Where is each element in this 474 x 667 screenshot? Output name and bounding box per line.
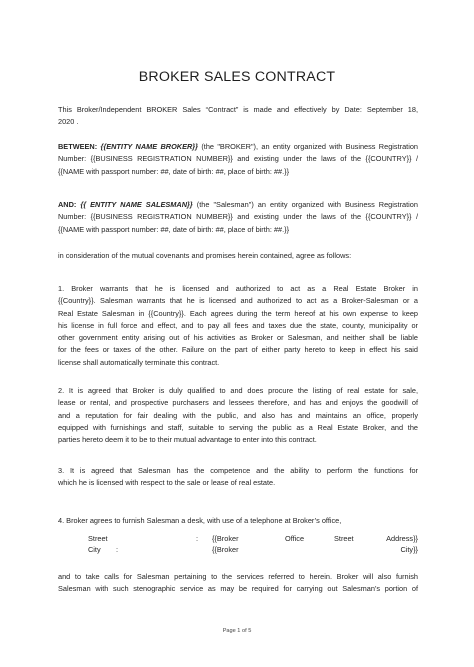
intro-line: 2020 . (58, 117, 79, 127)
page-number: Page 1 of 5 (222, 628, 252, 634)
between-line: Number: {{BUSINESS REGISTRATION NUMBER}} and existing under the laws of the {{COUNTRY}} / (58, 154, 418, 164)
city-value-part: {{Broker (212, 545, 239, 554)
clause-line: for the fees or taxes of the other. Failure on the part of either party hereto to keep in effect his said (58, 345, 418, 355)
document-title: BROKER SALES CONTRACT (138, 69, 336, 85)
salesman-entity-placeholder: {{ ENTITY NAME SALESMAN}} (80, 200, 193, 209)
clause-line: {{Country}}. Salesman warrants that he is licensed and authorized to act as a Broker-Salesman or a (58, 296, 418, 306)
clause-line: 2. It is agreed that Broker is duly qualified to and does procure the listing of real estate for sale, (58, 386, 418, 395)
clause-line: equipped with furnishings and staff, suitable to serving the public as a Real Estate Broker, and the (58, 422, 418, 432)
clause-line: and to take calls for Salesman pertaining to the services referred to herein. Broker will also furnish (58, 572, 418, 581)
clause-line: Real Estate Salesman in {{Country}}. Each agrees during the term hereof at his own expense to keep (58, 308, 418, 318)
consideration-paragraph (58, 250, 418, 262)
intro-line: This Broker/Independent BROKER Sales “Contract” is made and effectively by Date: September 18, (58, 105, 418, 114)
and-line-rest: (the "Salesman") an entity organized with Business Registration (196, 200, 418, 209)
broker-entity-placeholder: {{ENTITY NAME BROKER}} (100, 142, 199, 151)
and-line (58, 199, 418, 211)
street-value-part: Office (285, 534, 305, 543)
city-value-part: City}} (400, 545, 418, 554)
city-colon: : (116, 545, 119, 554)
between-line: {{NAME with passport number: ##, date of birth: ##, place of birth: ##.}} (58, 166, 290, 176)
and-label: AND: (58, 200, 77, 209)
and-paragraph (58, 199, 418, 236)
city-label: City (88, 545, 101, 554)
between-line-rest: (the "BROKER"), an entity organized with Business Registration (201, 142, 418, 151)
between-line (58, 141, 418, 153)
clause-line: 4. Broker agrees to furnish Salesman a desk, with use of a telephone at Broker’s office, (58, 516, 342, 525)
clause-line: Salesman with such stenographic service as may be required for carrying out Salesman’s portion of (58, 584, 418, 594)
clause-1 (58, 283, 418, 369)
street-value-part: Street (334, 534, 354, 543)
clause-line: and a reputation for fair dealing with the public, and also has and maintains an office, properly (58, 410, 418, 420)
clause-line: which he is licensed with respect to the sale or lease of real estate. (58, 478, 276, 488)
between-label: BETWEEN: (58, 142, 98, 151)
and-line: Number: {{BUSINESS REGISTRATION NUMBER}} and existing under the laws of the {{COUNTRY}} / (58, 212, 418, 222)
clause-line: his license in full force and effect, and to pay all fees and taxes due the state, county, municipality or (58, 320, 418, 330)
clause-line: other government entity arising out of his activities as Broker or Salesman, and neither shall be liable (58, 333, 418, 343)
clause-line: lease or rental, and prospective purchasers and lessees therefore, and has and enjoys the goodwill of (58, 398, 418, 408)
clause-4 (58, 515, 418, 527)
clause-4-continued (58, 571, 418, 596)
clause-3 (58, 465, 418, 490)
between-paragraph (58, 141, 418, 178)
intro-paragraph (58, 104, 418, 129)
street-value-part: {{Broker (212, 534, 239, 543)
street-label: Street (88, 534, 108, 543)
clause-line: license shall automatically terminate this contract. (58, 357, 220, 367)
consideration-line: in consideration of the mutual covenants and promises herein contained, agree as follows: (58, 251, 352, 260)
street-colon: : (196, 534, 199, 543)
and-line: {{NAME with passport number: ##, date of birth: ##, place of birth: ##.}} (58, 224, 290, 234)
clause-line: 1. Broker warrants that he is licensed and authorized to act as a Real Estate Broker in (58, 284, 418, 293)
clause-2 (58, 385, 418, 446)
street-value-part: Address}} (386, 534, 418, 543)
clause-line: 3. It is agreed that Salesman has the competence and the ability to perform the functions for (58, 466, 418, 475)
clause-line: parties hereto deem it to be to their mutual advantage to enter into this contract. (58, 435, 317, 445)
